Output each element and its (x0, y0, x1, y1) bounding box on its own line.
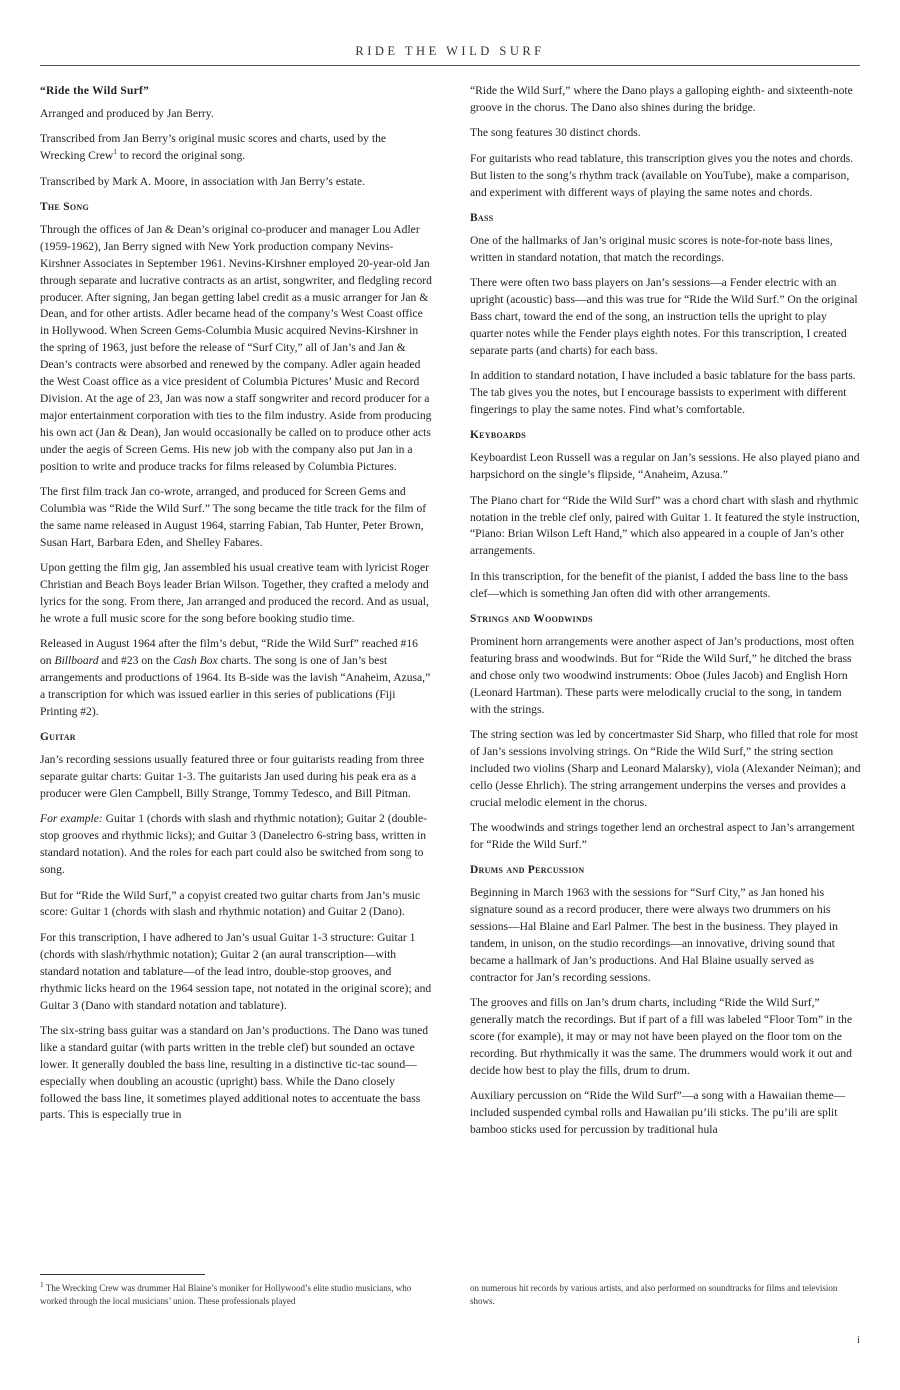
song-title: “Ride the Wild Surf” (40, 85, 150, 97)
right-column (470, 83, 862, 1147)
paragraph: For this transcription, I have adhered to Jan’s usual Guitar 1-3 structure: Guitar 1 (chords with slash/rhythmic notation); Guitar 2 (an aural transcription—with standard notation and tablature—of the lead intro, double-stop grooves, and rhythmic licks heard on the 1964 session tape, not notated in the original score); and Guitar 3 (Dano with standard notation and tablature). (40, 930, 432, 1012)
running-header: RIDE THE WILD SURF (40, 44, 860, 66)
paragraph: The first film track Jan co-wrote, arranged, and produced for Screen Gems and Columbia was “Ride the Wild Surf.” The song became the title track for the film of the same name released in August 1964, starring Fabian, Tab Hunter, Peter Brown, Susan Hart, Barbara Eden, and Shelley Fabares. (40, 485, 427, 549)
footnote-divider (40, 1274, 205, 1275)
paragraph: The grooves and fills on Jan’s drum charts, including “Ride the Wild Surf,” generally match the recordings. But if part of a fill was labeled “Floor Tom” in the score (for example), it may or may not have been played on the floor tom on the recording. But rhythmically it was the same. The drummers would work it out and decide how best to play the fills, drum to drum. (470, 996, 853, 1077)
paragraph: Beginning in March 1963 with the sessions for “Surf City,” as Jan honed his signature sound as a record producer, there were always two drummers on his sessions—Hal Blaine and Earl Palmer. The best in the business. They played in tandem, in unison, on the studio recordings—an innovative, driving sound that became a hallmark of Jan’s productions. And Hal Blaine usually served as contractor for Jan’s recording sessions. (470, 886, 838, 984)
transcribed-from: Transcribed from Jan Berry’s original music scores and charts, used by the Wrecking Crew$^1$ to record the original song. (40, 132, 387, 163)
section-heading-the-song: The Song (40, 201, 89, 214)
paragraph: Prominent horn arrangements were another aspect of Jan’s productions, most often featuring brass and woodwinds. But for “Ride the Wild Surf,” he ditched the brass and chose only two woodwind instruments: Oboe (Jules Jacob) and English Horn (Leonard Hartman). These parts were melodically crucial to the song, in tandem with the strings. (470, 634, 855, 716)
transcribed-by: Transcribed by Mark A. Moore, in association with Jan Berry’s estate. (40, 174, 366, 188)
paragraph: One of the hallmarks of Jan’s original music scores is note-for-note bass lines, written in standard notation, that match the recordings. (470, 233, 833, 264)
section-heading-strings: Strings and Woodwinds (470, 613, 593, 626)
paragraph: For guitarists who read tablature, this transcription gives you the notes and chords. But listen to the song’s rhythm track (available on YouTube), make a comparison, and experiment with different ways of playing the same notes and chords. (470, 151, 854, 199)
section-heading-bass: Bass (470, 211, 494, 224)
section-heading-drums: Drums and Percussion (470, 864, 585, 877)
left-column (40, 83, 432, 1133)
footnote-ref[interactable]: 1 (113, 147, 118, 157)
paragraph: Jan’s recording sessions usually featured three or four guitarists reading from three separate guitar charts: Guitar 1-3. The guitarists Jan used during his peak era as a producer were Glen Campbell, Billy Strange, Tommy Tedesco, and Bill Pitman. (40, 753, 425, 801)
paragraph: Upon getting the film gig, Jan assembled his usual creative team with lyricist Roger Christian and Beach Boys leader Brian Wilson. Together, they crafted a melody and lyrics for the song. From there, Jan arranged and produced the record. And as usual, he wrote a full music score for the song before booking studio time. (40, 561, 429, 625)
page-number: i (856, 1334, 860, 1346)
footnote-right: on numerous hit records by various artists, and also performed on soundtracks for films and television shows. (470, 1283, 838, 1306)
paragraph: For example: Guitar 1 (chords with slash and rhythmic notation); Guitar 2 (double-stop grooves and rhythmic licks); and Guitar 3 (Danelectro 6-string bass, written in standard notation). And the roles for each part could also be switched from song to song. (40, 812, 428, 877)
section-heading-guitar: Guitar (40, 731, 76, 744)
paragraph: The Piano chart for “Ride the Wild Surf” was a chord chart with slash and rhythmic notation in the treble clef only, paired with Guitar 1. It featured the style instruction, “Piano: Brian Wilson Left Hand,” which also appeared in a couple of Jan’s other arrangements. (470, 493, 860, 558)
section-heading-keyboards: Keyboards (470, 429, 527, 442)
paragraph: The woodwinds and strings together lend an orchestral aspect to Jan’s arrangement for “Ride the Wild Surf.” (470, 821, 855, 851)
footnote-left: $^1$ The Wrecking Crew was drummer Hal Blaine’s moniker for Hollywood’s elite studio musicians, who worked through the local musicians’ union. These professionals played (40, 1280, 412, 1306)
paragraph: The song features 30 distinct chords. (470, 126, 641, 140)
footnote-marker: 1 (40, 1280, 44, 1289)
paragraph: But for “Ride the Wild Surf,” a copyist created two guitar charts from Jan’s music score: Guitar 1 (chords with slash and rhythmic notation) and Guitar 2 (Dano). (40, 888, 421, 919)
arranged-by: Arranged and produced by Jan Berry. (40, 106, 214, 120)
paragraph: Released in August 1964 after the film’s debut, “Ride the Wild Surf” reached #16 on Billboard and #23 on the Cash Box charts. The song is one of Jan’s best arrangements and productions of 1964. Its B-side was the lavish “Anaheim, Azusa,” a transcription for which was issued earlier in this series of publications (Fiji Printing #2). (40, 637, 431, 718)
paragraph: The string section was led by concertmaster Sid Sharp, who filled that role for most of Jan’s sessions involving strings. On “Ride the Wild Surf,” the string section included two violins (Sharp and Leonard Malarsky), viola (Alexander Neiman); and cello (Jesse Ehrlich). The string arrangement underpins the verses and provides a crucial melodic element in the chorus. (470, 728, 861, 809)
paragraph: Through the offices of Jan & Dean’s original co-producer and manager Lou Adler (1959-1962), Jan Berry signed with New York production company Nevins-Kirshner Associates in September 1961. Nevins-Kirshner employed 20-year-old Jan through separate and lucrative contracts as an artist, songwriter, and fledgling record producer. After signing, Jan began getting label credit as a music arranger for Jan & Dean, and for other artists. Adler became head of the company’s West Coast office in Hollywood. When Screen Gems-Columbia Music acquired Nevins-Kirshner in the spring of 1963, just before the release of “Surf City,” all of Jan’s and Jan & Dean’s contracts were absorbed and renewed by the company. Adler again headed the West Coast office as a vice president of Columbia Pictures’ Music and Record Division. At the age of 23, Jan was now a staff songwriter and record producer for a major entertainment corporation with ties to the film industry. Aside from producing his own act (Jan & Dean), Jan would occasionally be called on to produce other acts under the aegis of Screen Gems. His new job with the company also put Jan in a position to write and produce tracks for films released by Columbia Pictures. (40, 222, 432, 473)
paragraph: Auxiliary percussion on “Ride the Wild Surf”—a song with a Hawaiian theme—included suspended cymbal rolls and Hawaiian pu’ili sticks. The pu’ili are split bamboo sticks used for percussion by traditional hula (470, 1089, 846, 1137)
paragraph: Keyboardist Leon Russell was a regular on Jan’s sessions. He also played piano and harpsichord on the single’s flipside, “Anaheim, Azusa.” (470, 451, 860, 482)
paragraph: In this transcription, for the benefit of the pianist, I added the bass line to the bass clef—which is something Jan often did with other arrangements. (470, 569, 848, 600)
paragraph: In addition to standard notation, I have included a basic tablature for the bass parts. The tab gives you the notes, but I encourage bassists to experiment with different fingerings to play the same notes. Find what’s comfortable. (470, 369, 856, 416)
paragraph: The six-string bass guitar was a standard on Jan’s productions. The Dano was tuned like a standard guitar (with parts written in the treble clef) but sounded an octave lower. It generally doubled the bass line, resulting in a distinctive tic-tac sound—especially when doubling an acoustic (upright) bass. While the Dano closely followed the bass line, it sometimes played additional notes to accentuate the bass parts. This is especially true in (40, 1023, 429, 1122)
paragraph: There were often two bass players on Jan’s sessions—a Fender electric with an upright (acoustic) bass—and this was true for “Ride the Wild Surf.” On the original Bass chart, toward the end of the song, an instruction tells the upright to play quarter notes while the Fender plays eighth notes. For this transcription, I created separate parts (and charts) for each bass. (470, 276, 858, 357)
paragraph: “Ride the Wild Surf,” where the Dano plays a galloping eighth- and sixteenth-note groove in the chorus. The Dano also shines during the bridge. (470, 84, 853, 114)
